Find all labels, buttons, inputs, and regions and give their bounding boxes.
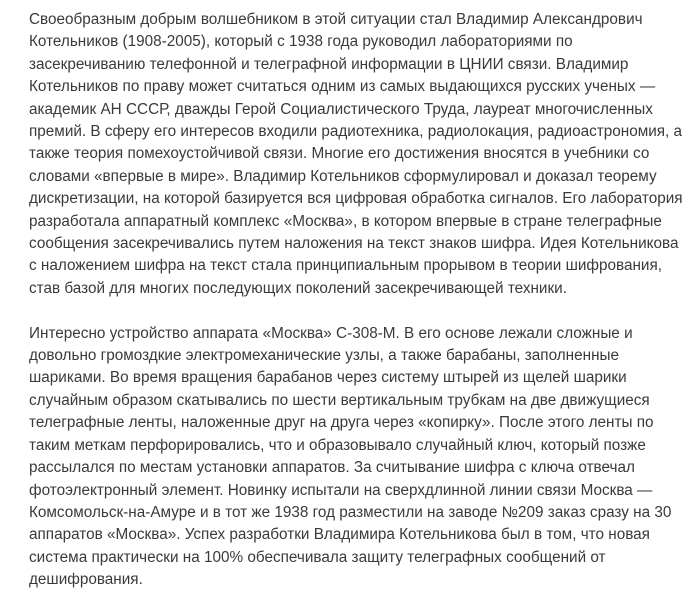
paragraph-moskva-device: Интересно устройство аппарата «Москва» С-308-М. В его основе лежали сложные и довольно громоздкие электромеханические узлы, а также барабаны, заполненные шариками. Во время вращения барабанов через систему штырей из щелей шарики случайным образом скатывались по шести вертикальным трубкам на две движущиеся телеграфные ленты, наложенные друг на друга через «копирку». После этого ленты по таким меткам перфорировались, что и образовывало случайный ключ, который позже рассылался по местам установки аппаратов. За считывание шифра с ключа отвечал фотоэлектронный элемент. Новинку испытали на сверхдлинной линии связи Москва — Комсомольск-на-Амуре и в тот же 1938 год разместили на заводе №209 заказ сразу на 30 аппаратов «Москва». Успех разработки Владимира Котельникова был в том, что новая система практически на 100% обеспечивала защиту телеграфных сообщений от дешифрования. bbox=[29, 324, 672, 589]
paragraph-kotelnikov-biography: Своеобразным добрым волшебником в этой ситуации стал Владимир Александрович Котельников (1908-2005), который с 1938 года руководил лабораториями по засекречиванию телефонной и телеграфной информации в ЦНИИ связи. Владимир Котельников по праву может считаться одним из самых выдающихся русских ученых — академик АН СССР, дважды Герой Социалистического Труда, лауреат многочисленных премий. В сферу его интересов входили радиотехника, радиолокация, радиоастрономия, а также теория помехоустойчивой связи. Многие его достижения вносятся в учебники со словами «впервые в мире». Владимир Котельников сформулировал и доказал теорему дискретизации, на которой базируется вся цифровая обработка сигналов. Его лаборатория разработала аппаратный комплекс «Москва», в котором впервые в стране телеграфные сообщения засекречивались путем наложения на текст знаков шифра. Идея Котельникова с наложением шифра на текст стала принципиальным прорывом в теории шифрования, став базой для многих последующих поколений засекречивающей техники. bbox=[29, 11, 683, 297]
article-body bbox=[29, 9, 684, 592]
